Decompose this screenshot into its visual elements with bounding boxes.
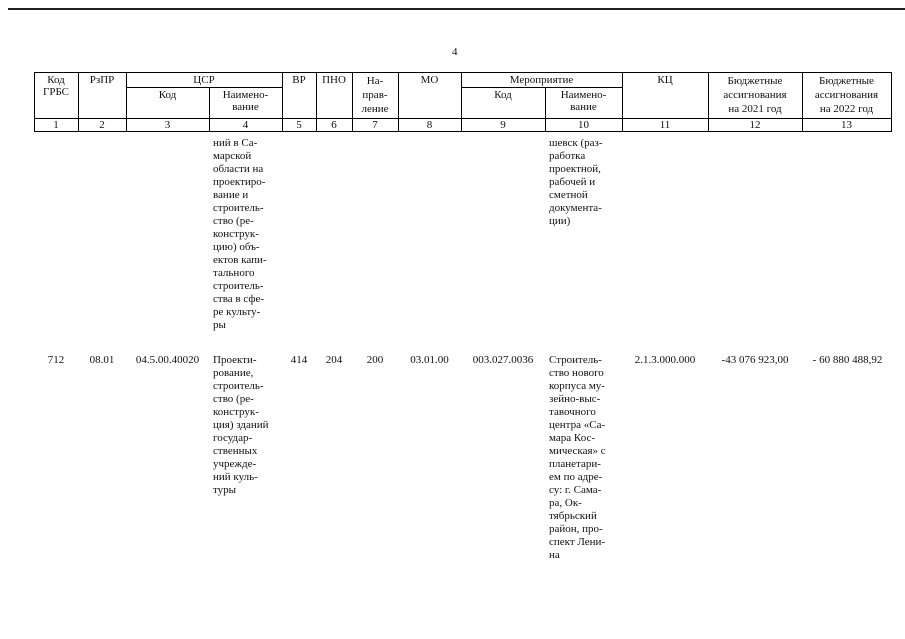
header-kc: КЦ [657,74,673,86]
cell-vr: 414 [290,354,308,366]
header-budget-2022: Бюджетные ассигнования на 2022 год [814,75,879,115]
header-merop-name: Наимено- вание [560,89,607,113]
col-num-1: 1 [53,119,59,131]
header-meropriyatie: Мероприятие [509,74,574,86]
col-num-10: 10 [578,119,589,131]
col-num-2: 2 [99,119,105,131]
header-kod-grbs: Код ГРБС [42,74,70,98]
cell-kc: 2.1.3.000.000 [634,354,696,366]
cell-csr-name: Проекти- рование, строитель- ство (ре- конструк- ция) зданий государ- ственных учрежде- ний куль- туры [213,354,269,496]
header-merop-kod: Код [494,89,512,101]
cell-pno: 204 [325,354,343,366]
cell-merop-name: Строитель- ство нового корпуса му- зейно-выс- тавочного центра «Са- мара Кос- мическая» с планетари- ем по адре- су: г. Сама- ра, Ок- тябрьский район, про- спект Лени- на [549,354,606,561]
header-budget-2021: Бюджетные ассигнования на 2021 год [723,75,787,115]
cell-napr: 200 [366,354,384,366]
table-header [34,72,892,132]
header-csr-kod: Код [158,89,177,101]
col-num-11: 11 [659,119,671,131]
col-num-3: 3 [164,119,171,131]
header-vr: ВР [292,74,306,86]
cell-rzpr: 08.01 [89,354,115,366]
header-mo: МО [420,74,439,86]
col-num-9: 9 [500,119,506,131]
col-num-7: 7 [372,119,378,131]
header-csr-name: Наимено- вание [222,89,269,113]
cell-budget-2022: - 60 880 488,92 [812,354,883,366]
col-num-5: 5 [296,119,302,131]
cell-mo: 03.01.00 [410,354,449,366]
continued-merop-name: шевск (раз- работка проектной, рабочей и сметной документа- ции) [549,137,603,227]
cell-csr-kod: 04.5.00.40020 [135,354,200,366]
header-rzpr: РзПР [89,74,115,86]
cell-budget-2021: -43 076 923,00 [721,354,789,366]
header-csr: ЦСР [193,74,215,86]
cell-merop-kod: 003.027.0036 [472,354,534,366]
col-num-8: 8 [426,119,433,131]
col-num-6: 6 [331,119,337,131]
page-number: 4 [452,46,458,58]
col-num-4: 4 [242,119,249,131]
header-napr: На- прав- ление [361,75,389,115]
top-rule [8,8,905,10]
cell-grbs: 712 [47,354,65,366]
col-num-13: 13 [841,119,852,131]
col-num-12: 12 [749,119,761,131]
header-pno: ПНО [322,74,346,86]
continued-csr-name: ний в Са- марской области на проектиро- вание и строитель- ство (ре- конструк- цию) объ- ектов капи- тального строитель- ства в сфе- ре культу- ры [213,137,267,331]
